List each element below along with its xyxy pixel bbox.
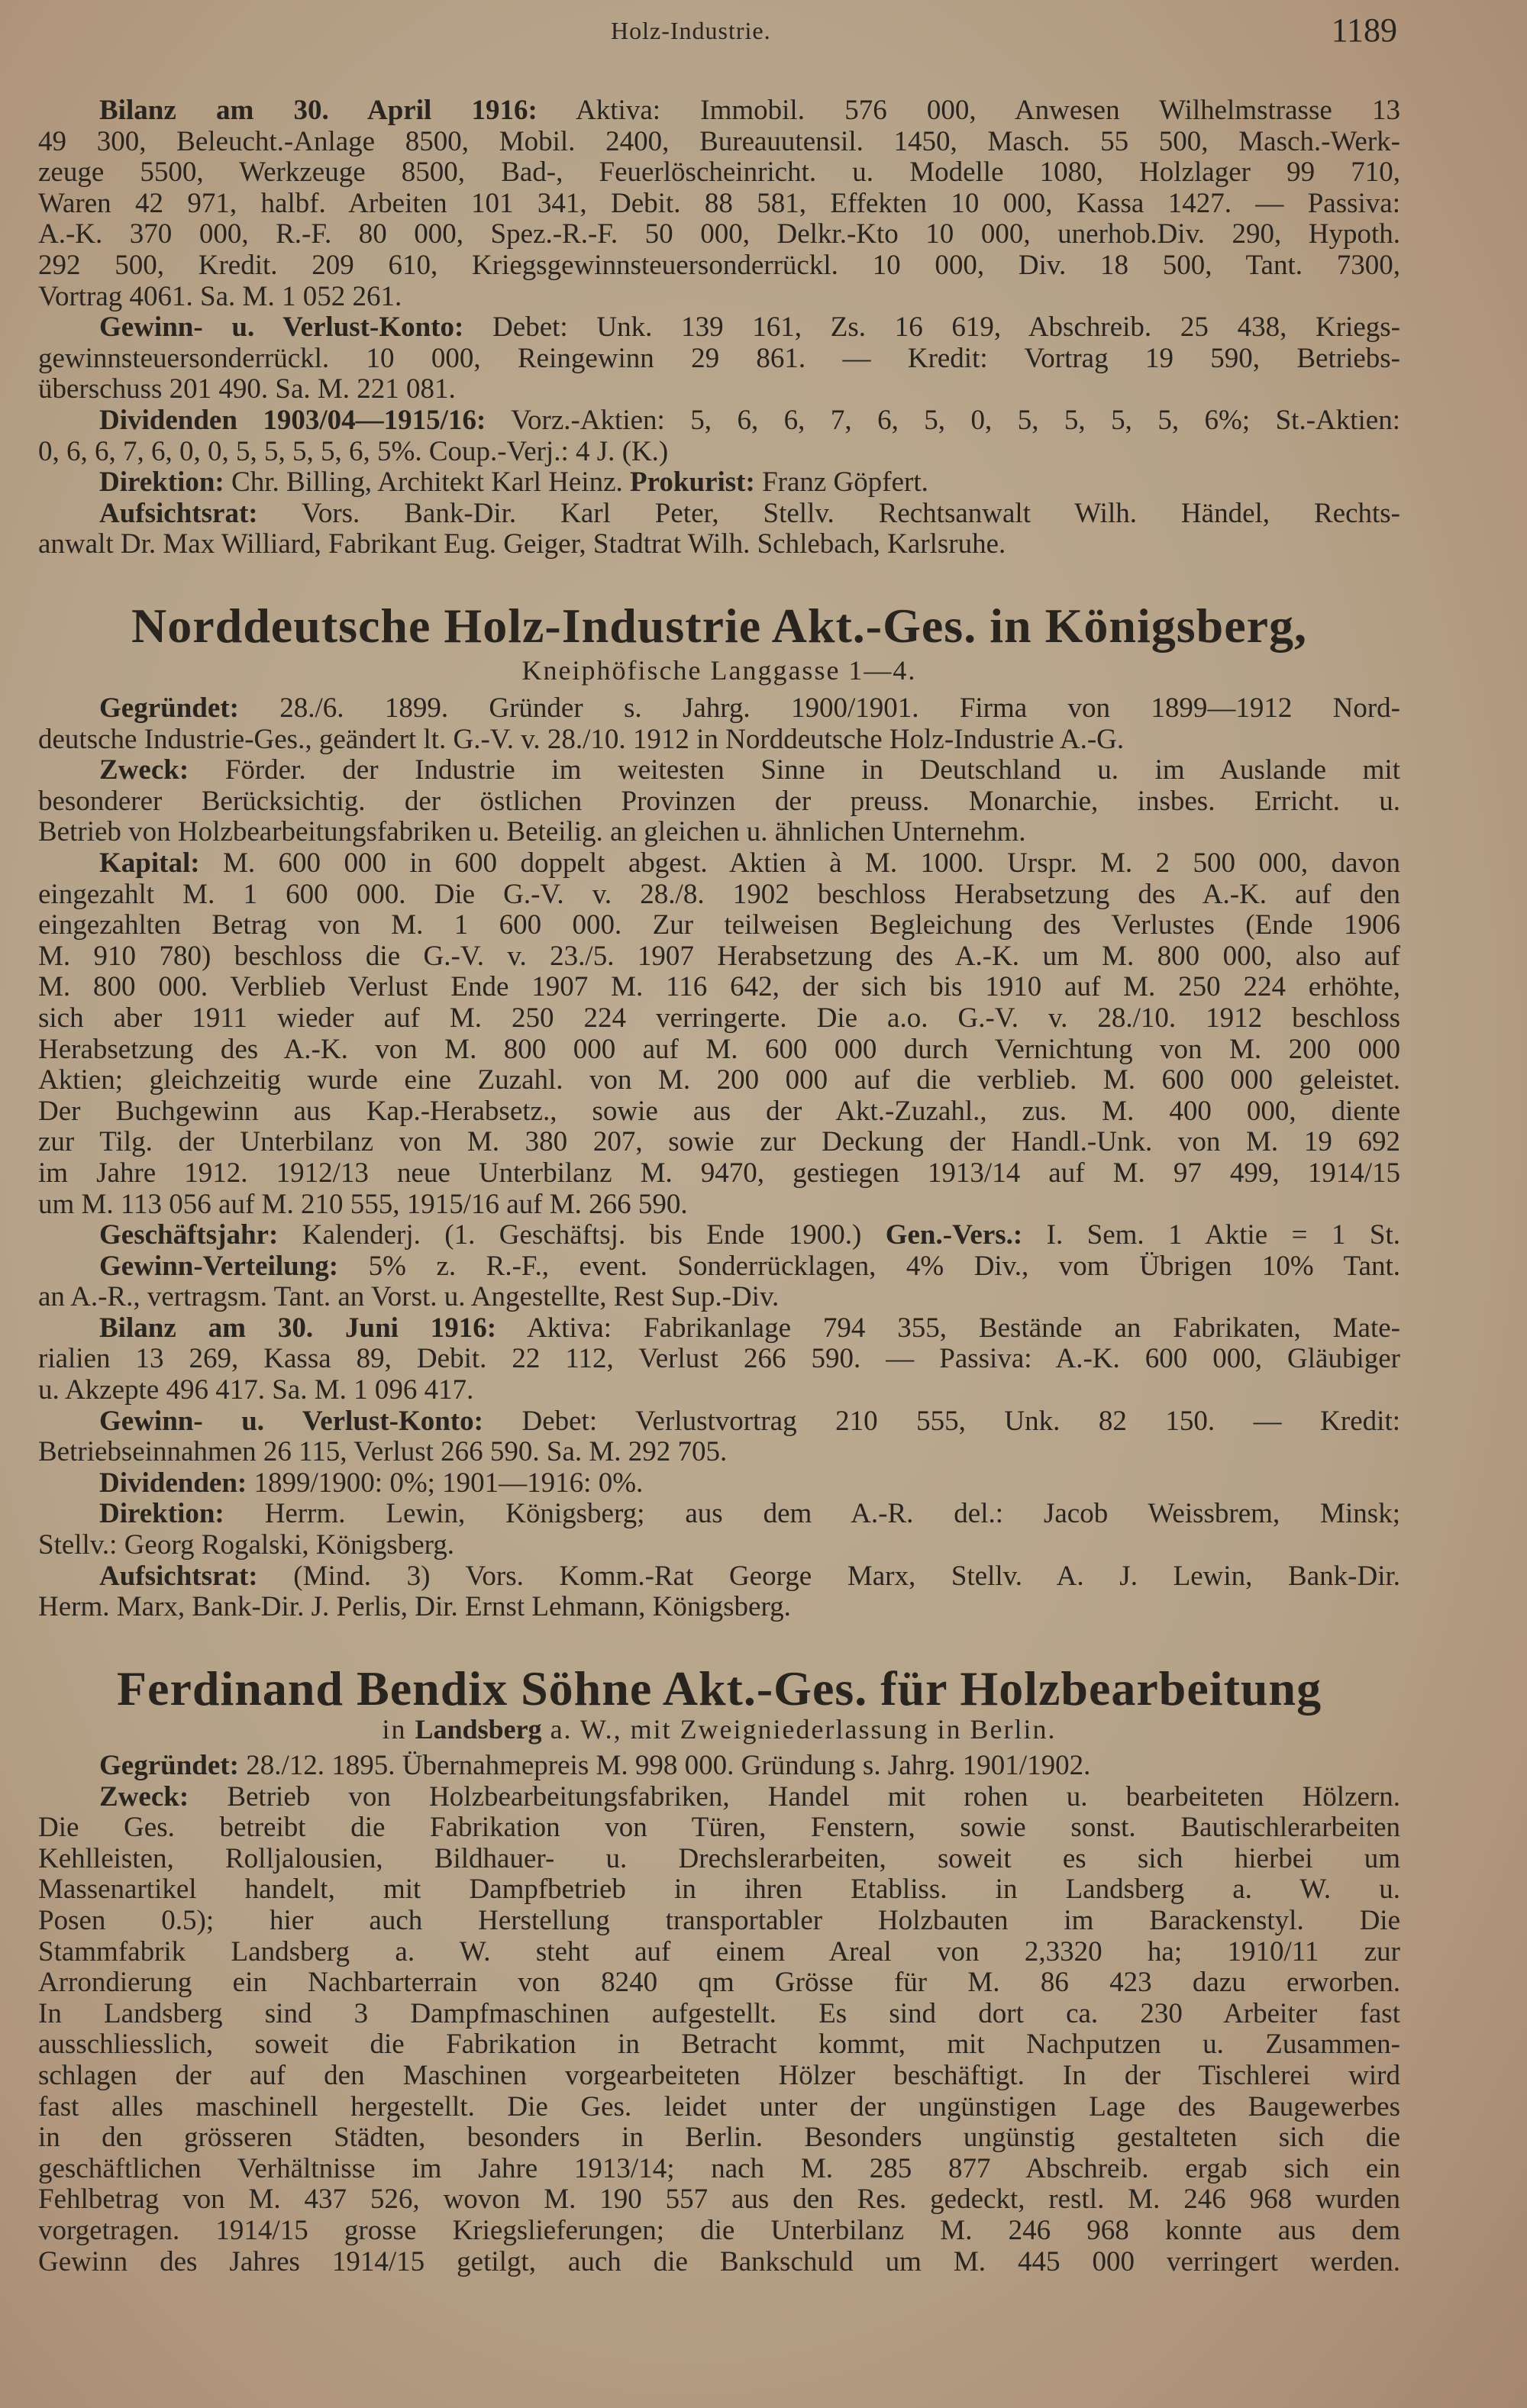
text-span: Arrondierung ein Nachbarterrain von 8240 qm Grösse für M. 86 423 dazu erworben.: [38, 1967, 1400, 1999]
text-span: um M. 113 056 auf M. 210 555, 1915/16 auf M. 266 590.: [38, 1188, 688, 1220]
text-line: [38, 817, 1400, 848]
text-line: [38, 1127, 1400, 1158]
text-line: [38, 1999, 1400, 2030]
text-line: [38, 282, 1400, 313]
text-line: [38, 755, 1400, 786]
text-span: eingezahlten Betrag von M. 1 600 000. Zur teilweisen Begleichung des Verlustes (Ende 1906: [38, 909, 1400, 941]
text-line: [38, 1003, 1400, 1035]
text-line: [38, 910, 1400, 941]
running-header: [0, 11, 1397, 49]
text-span: Herabsetzung des A.-K. von M. 800 000 auf M. 600 000 durch Vernichtung von M. 200 000: [38, 1033, 1400, 1065]
text-line: [38, 2061, 1400, 2092]
text-line: [38, 1375, 1400, 1406]
bold-label: Geschäftsjahr:: [99, 1219, 279, 1251]
bold-label: Dividenden 1903/04—1915/16:: [99, 404, 486, 436]
text-line: [38, 725, 1400, 756]
text-line: [38, 1251, 1400, 1283]
text-line: [38, 312, 1400, 344]
text-span: vorgetragen. 1914/15 grosse Kriegslieferungen; die Unterbilanz M. 246 968 konnte aus dem: [38, 2214, 1400, 2246]
text-line: [38, 189, 1400, 220]
page-number: 1189: [1331, 11, 1397, 49]
text-span: Posen 0.5); hier auch Herstellung transportabler Holzbauten im Barackenstyl. Die: [38, 1904, 1400, 1936]
text-span: 5% z. R.-F., event. Sonderrücklagen, 4% Div., vom Übrigen 10% Tant.: [338, 1250, 1400, 1282]
text-line: [38, 880, 1400, 911]
paragraph: [38, 1468, 1400, 1499]
paragraph: [38, 1220, 1400, 1251]
paragraph: [38, 693, 1400, 755]
bold-label: Bilanz am 30. April 1916:: [99, 95, 538, 126]
text-span: 1899/1900: 0%; 1901—1916: 0%.: [247, 1467, 644, 1499]
text-span: in: [382, 1714, 415, 1745]
text-span: Kalenderj. (1. Geschäftsj. bis Ende 1900.): [278, 1219, 886, 1251]
company-title: Norddeutsche Holz-Industrie Akt.-Ges. in Königsberg,: [131, 599, 1308, 653]
text-line: [38, 405, 1400, 437]
text-line: [38, 1406, 1400, 1438]
paragraph: [38, 1406, 1400, 1468]
text-line: [38, 219, 1400, 250]
text-line: [38, 693, 1400, 725]
text-span: Franz Göpfert.: [754, 466, 928, 499]
text-line: [38, 374, 1400, 405]
paragraph: [38, 1313, 1400, 1406]
text-span: In Landsberg sind 3 Dampfmaschinen aufgestellt. Es sind dort ca. 230 Arbeiter fast: [38, 1997, 1400, 2029]
text-line: [38, 786, 1400, 818]
paragraph: [38, 755, 1400, 848]
text-line: [38, 1189, 1400, 1221]
section-norddeutsche-holz-industrie: [38, 693, 1400, 1623]
text-line: [38, 1158, 1400, 1189]
paragraph: [38, 499, 1400, 560]
text-line: [38, 1530, 1400, 1561]
text-span: zeuge 5500, Werkzeuge 8500, Bad-, Feuerlöscheinricht. u. Modelle 1080, Holzlager 99 710,: [38, 157, 1400, 189]
paragraph: [38, 467, 1400, 499]
text-span: Die Ges. betreibt die Fabrikation von Türen, Fenstern, sowie sonst. Bautischlerarbeiten: [38, 1812, 1400, 1844]
text-line: [38, 2154, 1400, 2185]
text-line: [38, 1344, 1400, 1375]
text-span: Aktiva: Fabrikanlage 794 355, Bestände an Fabrikaten, Mate-: [496, 1312, 1400, 1344]
text-line: [38, 1065, 1400, 1096]
bold-label: Zweck:: [99, 1780, 189, 1812]
bold-label: Gewinn- u. Verlust-Konto:: [99, 311, 464, 344]
text-line: [38, 2122, 1400, 2154]
text-span: Debet: Verlustvortrag 210 555, Unk. 82 150. — Kredit:: [483, 1405, 1401, 1437]
paragraph: [38, 95, 1400, 312]
text-span: gewinnsteuersonderrückl. 10 000, Reingewinn 29 861. — Kredit: Vortrag 19 590, Betriebs-: [38, 342, 1400, 374]
text-line: [38, 1313, 1400, 1344]
text-span: eingezahlt M. 1 600 000. Die G.-V. v. 28./8. 1902 beschloss Herabsetzung des A.-K. auf den: [38, 878, 1400, 910]
text-span: an A.-R., vertragsm. Tant. an Vorst. u. Angestellte, Rest Sup.-Div.: [38, 1281, 780, 1313]
bold-label: Prokurist:: [630, 466, 755, 499]
text-span: Herm. Marx, Bank-Dir. J. Perlis, Dir. Ernst Lehmann, Königsberg.: [38, 1591, 791, 1623]
text-line: [38, 1812, 1400, 1844]
text-line: [38, 1096, 1400, 1128]
text-line: [38, 1561, 1400, 1593]
text-line: [38, 1282, 1400, 1313]
text-line: [38, 1751, 1400, 1782]
paragraph: [38, 405, 1400, 467]
bold-label: Gegründet:: [99, 692, 239, 724]
text-span: Der Buchgewinn aus Kap.-Herabsetz., sowie aus der Akt.-Zuzahl., zus. M. 400 000, diente: [38, 1095, 1400, 1127]
section-holz-industrie-continued: [38, 95, 1400, 560]
text-line: [38, 2216, 1400, 2247]
text-line: [38, 1437, 1400, 1468]
text-line: [38, 972, 1400, 1003]
text-span: in den grösseren Städten, besonders in Berlin. Besonders ungünstig gestalteten sich die: [38, 2122, 1400, 2154]
text-span: Kehlleisten, Rolljalousien, Bildhauer- u. Drechslerarbeiten, soweit es sich hierbei um: [38, 1842, 1400, 1874]
bold-label: Bilanz am 30. Juni 1916:: [99, 1312, 497, 1344]
bold-label: Zweck:: [99, 754, 189, 786]
text-span: Waren 42 971, halbf. Arbeiten 101 341, Debit. 88 581, Effekten 10 000, Kassa 1427. — Passiva:: [38, 187, 1400, 219]
bold-label: Gen.-Vers.:: [885, 1219, 1023, 1251]
text-span: Stammfabrik Landsberg a. W. steht auf einem Areal von 2,3320 ha; 1910/11 zur: [38, 1935, 1400, 1967]
text-line: [38, 1937, 1400, 1968]
text-span: Stellv.: Georg Rogalski, Königsberg.: [38, 1529, 455, 1561]
text-span: anwalt Dr. Max Williard, Fabrikant Eug. Geiger, Stadtrat Wilh. Schlebach, Karlsruhe.: [38, 528, 1006, 560]
paragraph: [38, 848, 1400, 1220]
text-line: [38, 250, 1400, 282]
text-span: Vortrag 4061. Sa. M. 1 052 261.: [38, 280, 402, 312]
text-span: Vorz.-Aktien: 5, 6, 6, 7, 6, 5, 0, 5, 5, 5, 5, 6%; St.-Aktien:: [486, 404, 1400, 436]
text-span: sich aber 1911 wieder auf M. 250 224 verringerte. Die a.o. G.-V. v. 28./10. 1912 beschloss: [38, 1002, 1400, 1034]
text-span: Betriebseinnahmen 26 115, Verlust 266 590. Sa. M. 292 705.: [38, 1436, 728, 1468]
text-span: Vors. Bank-Dir. Karl Peter, Stellv. Rechtsanwalt Wilh. Händel, Rechts-: [257, 497, 1400, 529]
text-line: [38, 1499, 1400, 1530]
bold-label: Kapital:: [99, 847, 200, 879]
text-line: [38, 1220, 1400, 1251]
text-span: 0, 6, 6, 7, 6, 0, 0, 5, 5, 5, 5, 6, 5%. Coup.-Verj.: 4 J. (K.): [38, 435, 669, 467]
text-span: Aktiva: Immobil. 576 000, Anwesen Wilhelmstrasse 13: [537, 95, 1401, 126]
text-line: [38, 1906, 1400, 1937]
paragraph: [38, 1251, 1400, 1313]
bold-label: Aufsichtsrat:: [99, 497, 258, 529]
company-address: [38, 654, 1400, 687]
text-line: [38, 1468, 1400, 1499]
text-line: [38, 1844, 1400, 1875]
text-line: [38, 1035, 1400, 1066]
text-span: Chr. Billing, Architekt Karl Heinz.: [224, 466, 631, 499]
text-line: [38, 1782, 1400, 1813]
text-span: fast alles maschinell hergestellt. Die Ges. leidet unter der ungünstigen Lage des Baugewerbes: [38, 2090, 1400, 2122]
paragraph: [38, 1782, 1400, 2278]
bold-label: Gewinn-Verteilung:: [99, 1250, 339, 1282]
paragraph: [38, 312, 1400, 405]
text-line: [38, 2247, 1400, 2278]
text-span: Fehlbetrag von M. 437 526, wovon M. 190 557 aus den Res. gedeckt, restl. M. 246 968 wurden: [38, 2184, 1400, 2216]
text-span: ausschliesslich, soweit die Fabrikation in Betracht kommt, mit Nachputzen u. Zusammen-: [38, 2029, 1400, 2061]
text-line: [38, 1592, 1400, 1623]
text-line: [38, 2029, 1400, 2061]
bold-label: Direktion:: [99, 1498, 224, 1530]
text-span: 28./6. 1899. Gründer s. Jahrg. 1900/1901. Firma von 1899—1912 Nord-: [238, 692, 1400, 724]
running-title: Holz-Industrie.: [611, 17, 771, 44]
text-span: Aktien; gleichzeitig wurde eine Zuzahl. von M. 200 000 auf die verblieb. M. 600 000 geleistet.: [38, 1064, 1400, 1096]
text-span: Massenartikel handelt, mit Dampfbetrieb in ihren Etabliss. in Landsberg a. W. u.: [38, 1874, 1400, 1906]
text-line: [38, 529, 1400, 560]
company-location: [38, 1712, 1400, 1746]
text-line: [38, 95, 1400, 127]
text-span: M. 910 780) beschloss die G.-V. v. 23./5. 1907 Herabsetzung des A.-K. um M. 800 000, also auf: [38, 940, 1400, 972]
bold-label: Dividenden:: [99, 1467, 247, 1499]
text-line: [38, 127, 1400, 158]
text-span: I. Sem. 1 Aktie = 1 St.: [1022, 1219, 1400, 1251]
text-span: Debet: Unk. 139 161, Zs. 16 619, Abschreib. 25 438, Kriegs-: [463, 311, 1401, 344]
text-span: 28./12. 1895. Übernahmepreis M. 998 000. Gründung s. Jahrg. 1901/1902.: [238, 1750, 1091, 1781]
text-line: [38, 2184, 1400, 2216]
text-line: [38, 437, 1400, 468]
text-line: [38, 1967, 1400, 1999]
text-span: A.-K. 370 000, R.-F. 80 000, Spez.-R.-F. 50 000, Delkr.-Kto 10 000, unerhob.Div. 290, Hypoth.: [38, 218, 1400, 250]
bold-label: Gewinn- u. Verlust-Konto:: [99, 1405, 483, 1437]
text-span: Förder. der Industrie im weitesten Sinne in Deutschland u. im Auslande mit: [189, 754, 1400, 786]
text-line: [38, 344, 1400, 375]
text-span: M. 800 000. Verblieb Verlust Ende 1907 M. 116 642, der sich bis 1910 auf M. 250 224 erhöhte,: [38, 971, 1400, 1003]
bold-label: Aufsichtsrat:: [99, 1560, 258, 1592]
text-line: [38, 467, 1400, 499]
paragraph: [38, 1751, 1400, 1782]
text-span: u. Akzepte 496 417. Sa. M. 1 096 417.: [38, 1374, 474, 1406]
paragraph: [38, 1499, 1400, 1561]
text-span: geschäftlichen Verhältnisse im Jahre 1913/14; nach M. 285 877 Abschreib. ergab sich ein: [38, 2152, 1400, 2184]
text-span: Betrieb von Holzbearbeitungsfabriken u. Beteilig. an gleichen u. ähnlichen Unternehm.: [38, 816, 1026, 848]
text-line: [38, 848, 1400, 880]
text-span: im Jahre 1912. 1912/13 neue Unterbilanz M. 9470, gestiegen 1913/14 auf M. 97 499, 1914/15: [38, 1157, 1400, 1189]
section-ferdinand-bendix-soehne: [38, 1751, 1400, 2277]
bold-label: Landsberg: [415, 1714, 542, 1745]
text-line: [38, 2092, 1400, 2123]
text-span: überschuss 201 490. Sa. M. 221 081.: [38, 373, 456, 405]
text-span: Herrm. Lewin, Königsberg; aus dem A.-R. del.: Jacob Weissbrem, Minsk;: [224, 1498, 1400, 1530]
text-span: M. 600 000 in 600 doppelt abgest. Aktien à M. 1000. Urspr. M. 2 500 000, davon: [199, 847, 1400, 879]
text-span: deutsche Industrie-Ges., geändert lt. G.-V. v. 28./10. 1912 in Norddeutsche Holz-Industrie A.-G.: [38, 723, 1125, 755]
text-line: [38, 157, 1400, 189]
text-span: rialien 13 269, Kassa 89, Debit. 22 112, Verlust 266 590. — Passiva: A.-K. 600 000, Gläubiger: [38, 1343, 1400, 1375]
text-span: a. W., mit Zweigniederlassung in Berlin.: [541, 1714, 1057, 1745]
bold-label: Gegründet:: [99, 1750, 239, 1781]
text-span: schlagen der auf den Maschinen vorgearbeiteten Hölzer beschäftigt. In der Tischlerei wird: [38, 2059, 1400, 2091]
text-span: (Mind. 3) Vors. Komm.-Rat George Marx, Stellv. A. J. Lewin, Bank-Dir.: [257, 1560, 1400, 1592]
text-line: [38, 499, 1400, 530]
text-span: 49 300, Beleucht.-Anlage 8500, Mobil. 2400, Bureauutensil. 1450, Masch. 55 500, Masch.-Werk-: [38, 125, 1400, 157]
text-span: Gewinn des Jahres 1914/15 getilgt, auch die Bankschuld um M. 445 000 verringert werden.: [38, 2245, 1400, 2277]
text-span: 292 500, Kredit. 209 610, Kriegsgewinnsteuersonderrückl. 10 000, Div. 18 500, Tant. 7300,: [38, 249, 1400, 281]
text-span: Betrieb von Holzbearbeitungsfabriken, Handel mit rohen u. bearbeiteten Hölzern.: [189, 1780, 1400, 1812]
text-line: [38, 941, 1400, 973]
bold-label: Direktion:: [99, 466, 224, 499]
text-line: [38, 1874, 1400, 1906]
company-title: Ferdinand Bendix Söhne Akt.-Ges. für Holzbearbeitung: [116, 1661, 1322, 1716]
text-span: zur Tilg. der Unterbilanz von M. 380 207, sowie zur Deckung der Handl.-Unk. von M. 19 692: [38, 1126, 1400, 1158]
paragraph: [38, 1561, 1400, 1623]
text-span: besonderer Berücksichtig. der östlichen Provinzen der preuss. Monarchie, insbes. Erricht. u.: [38, 785, 1400, 817]
text-span: Kneiphöfische Langgasse 1—4.: [521, 655, 917, 686]
